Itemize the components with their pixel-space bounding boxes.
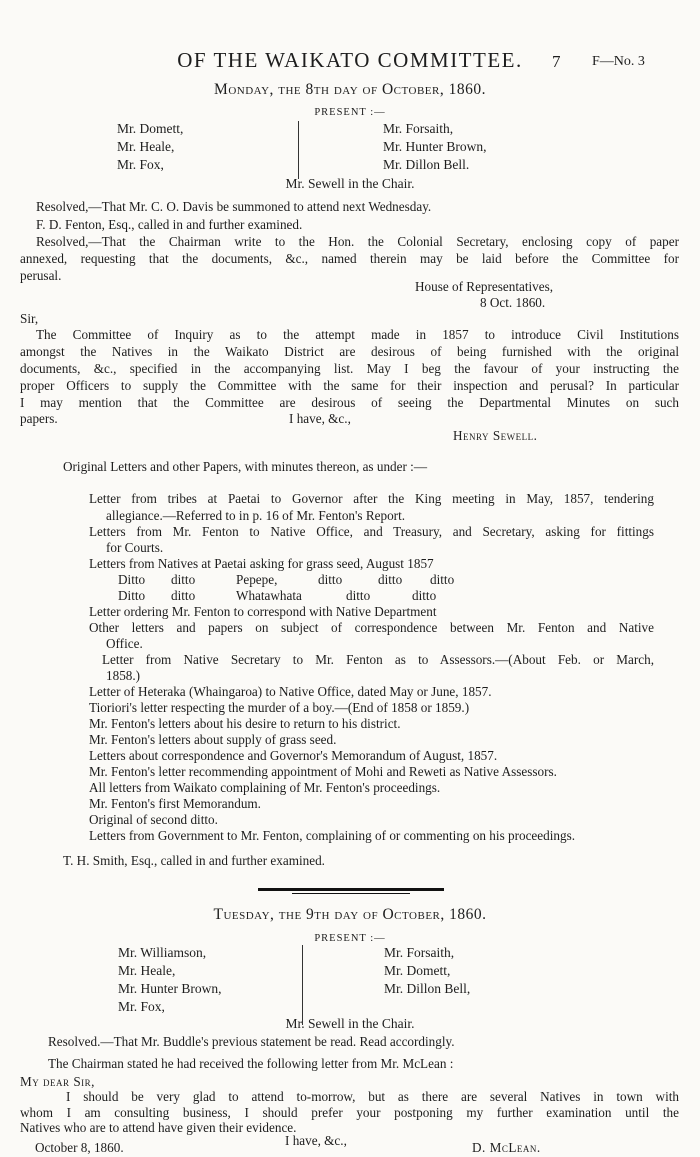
letter-line: The Committee of Inquiry as to the attempt made in 1857 to introduce Civil Institutions bbox=[36, 327, 679, 342]
list-item: Mr. Fenton's first Memorandum. bbox=[89, 796, 261, 811]
ditto-cell: ditto bbox=[171, 588, 196, 603]
letter-closing: I have, &c., bbox=[285, 1133, 347, 1148]
present-label: PRESENT :— bbox=[314, 933, 386, 944]
ditto-cell: ditto bbox=[412, 588, 437, 603]
ditto-cell: Ditto bbox=[118, 588, 146, 603]
list-item: Letter of Heteraka (Whaingaroa) to Native Office, dated May or June, 1857. bbox=[89, 684, 492, 699]
letter-line: I should be very glad to attend to-morrow, but as there are several Natives in town with bbox=[66, 1089, 679, 1104]
list-item: Letters from Natives at Paetai asking for grass seed, August 1857 bbox=[89, 556, 434, 571]
resolution: Resolved.—That Mr. Buddle's previous statement be read. Read accordingly. bbox=[48, 1034, 455, 1049]
list-intro: Original Letters and other Papers, with minutes thereon, as under :— bbox=[63, 459, 428, 474]
member-name: Mr. Hunter Brown, bbox=[383, 139, 487, 154]
letter-line: Natives who are to attend have given their evidence. bbox=[20, 1120, 297, 1135]
members-divider bbox=[298, 121, 299, 179]
letter-closing: I have, &c., bbox=[289, 411, 351, 426]
member-name: Mr. Williamson, bbox=[118, 945, 207, 960]
member-name: Mr. Hunter Brown, bbox=[118, 981, 222, 996]
list-item: Letter from tribes at Paetai to Governor after the King meeting in May, 1857, tendering bbox=[89, 491, 654, 506]
letter-line: amongst the Natives in the Waikato District are desirous of being furnished with the original bbox=[20, 344, 679, 359]
member-name: Mr. Forsaith, bbox=[384, 945, 455, 960]
letter-line: I may mention that the Committee are desirous of seeing the Departmental Minutes on such bbox=[20, 395, 679, 410]
letter-line: papers. bbox=[20, 411, 58, 426]
list-item: Original of second ditto. bbox=[89, 812, 218, 827]
document-reference: F—No. 3 bbox=[592, 54, 645, 69]
letter-date: October 8, 1860. bbox=[35, 1140, 124, 1155]
ditto-cell: ditto bbox=[430, 572, 455, 587]
present-label: PRESENT :— bbox=[314, 107, 386, 118]
chair-line: Mr. Sewell in the Chair. bbox=[285, 1016, 415, 1031]
section-rule bbox=[258, 888, 444, 891]
list-item: Letter ordering Mr. Fenton to correspond with Native Department bbox=[89, 604, 437, 619]
member-name: Mr. Fox, bbox=[117, 157, 164, 172]
list-item: Mr. Fenton's letters about supply of grass seed. bbox=[89, 732, 337, 747]
list-item: Tioriori's letter respecting the murder of a boy.—(End of 1858 or 1859.) bbox=[89, 700, 470, 715]
list-item: Letters from Mr. Fenton to Native Office, and Treasury, and Secretary, asking for fittings bbox=[89, 524, 654, 539]
member-name: Mr. Heale, bbox=[118, 963, 176, 978]
letter-place: House of Representatives, bbox=[415, 279, 554, 294]
list-item: Letters about correspondence and Governor's Memorandum of August, 1857. bbox=[89, 748, 498, 763]
letter-line: whom I am consulting business, I should prefer your postponing my further examination until the bbox=[20, 1105, 679, 1120]
resolution-line: Resolved,—That the Chairman write to the Hon. the Colonial Secretary, enclosing copy of paper bbox=[36, 234, 679, 249]
ditto-cell: ditto bbox=[318, 572, 343, 587]
section-rule-thin bbox=[292, 893, 410, 894]
member-name: Mr. Heale, bbox=[117, 139, 175, 154]
signature: Henry Sewell. bbox=[453, 428, 538, 443]
page-number: 7 bbox=[552, 52, 561, 71]
member-name: Mr. Forsaith, bbox=[383, 121, 454, 136]
meeting-date: Tuesday, the 9th day of October, 1860. bbox=[213, 906, 487, 923]
letter-salutation: My dear Sir, bbox=[20, 1074, 95, 1089]
member-name: Mr. Dillon Bell, bbox=[384, 981, 471, 996]
member-name: Mr. Domett, bbox=[384, 963, 451, 978]
list-item: Letter from Native Secretary to Mr. Fenton as to Assessors.—(About Feb. or March, bbox=[102, 652, 654, 667]
member-name: Mr. Fox, bbox=[118, 999, 165, 1014]
list-item: 1858.) bbox=[106, 668, 141, 683]
page-title: OF THE WAIKATO COMMITTEE. bbox=[177, 48, 523, 72]
resolution: Resolved,—That Mr. C. O. Davis be summoned to attend next Wednesday. bbox=[36, 199, 432, 214]
witness-line: F. D. Fenton, Esq., called in and further examined. bbox=[36, 217, 303, 232]
ditto-cell: Ditto bbox=[118, 572, 146, 587]
list-item: Mr. Fenton's letter recommending appointment of Mohi and Reweti as Native Assessors. bbox=[89, 764, 557, 779]
letter-line: proper Officers to supply the Committee with the same for their inspection and perusal? In particular bbox=[20, 378, 679, 393]
list-item: Mr. Fenton's letters about his desire to return to his district. bbox=[89, 716, 401, 731]
letter-salutation: Sir, bbox=[20, 311, 39, 326]
member-name: Mr. Domett, bbox=[117, 121, 184, 136]
members-divider bbox=[302, 945, 303, 1025]
signature: D. McLean. bbox=[472, 1140, 541, 1155]
letter-date: 8 Oct. 1860. bbox=[480, 295, 546, 310]
ditto-cell: Pepepe, bbox=[236, 572, 278, 587]
list-item: Office. bbox=[106, 636, 143, 651]
member-name: Mr. Dillon Bell. bbox=[383, 157, 470, 172]
chairman-statement: The Chairman stated he had received the following letter from Mr. McLean : bbox=[48, 1056, 454, 1071]
letter-line: documents, &c., specified in the accompanying list. May I beg the favour of your instructing the bbox=[20, 361, 679, 376]
list-item: Letters from Government to Mr. Fenton, complaining of or commenting on his proceedings. bbox=[89, 828, 576, 843]
list-item: Other letters and papers on subject of correspondence between Mr. Fenton and Native bbox=[89, 620, 654, 635]
ditto-cell: ditto bbox=[171, 572, 196, 587]
list-item: for Courts. bbox=[106, 540, 164, 555]
list-item: allegiance.—Referred to in p. 16 of Mr. Fenton's Report. bbox=[106, 508, 406, 523]
meeting-date: Monday, the 8th day of October, 1860. bbox=[214, 81, 486, 98]
list-item: All letters from Waikato complaining of Mr. Fenton's proceedings. bbox=[89, 780, 441, 795]
ditto-cell: Whatawhata bbox=[236, 588, 302, 603]
chair-line: Mr. Sewell in the Chair. bbox=[285, 176, 415, 191]
resolution-line: annexed, requesting that the documents, &c., named therein may be laid before the Committee for bbox=[20, 251, 679, 266]
ditto-cell: ditto bbox=[346, 588, 371, 603]
ditto-cell: ditto bbox=[378, 572, 403, 587]
resolution-line: perusal. bbox=[20, 268, 62, 283]
witness-line: T. H. Smith, Esq., called in and further examined. bbox=[63, 853, 325, 868]
